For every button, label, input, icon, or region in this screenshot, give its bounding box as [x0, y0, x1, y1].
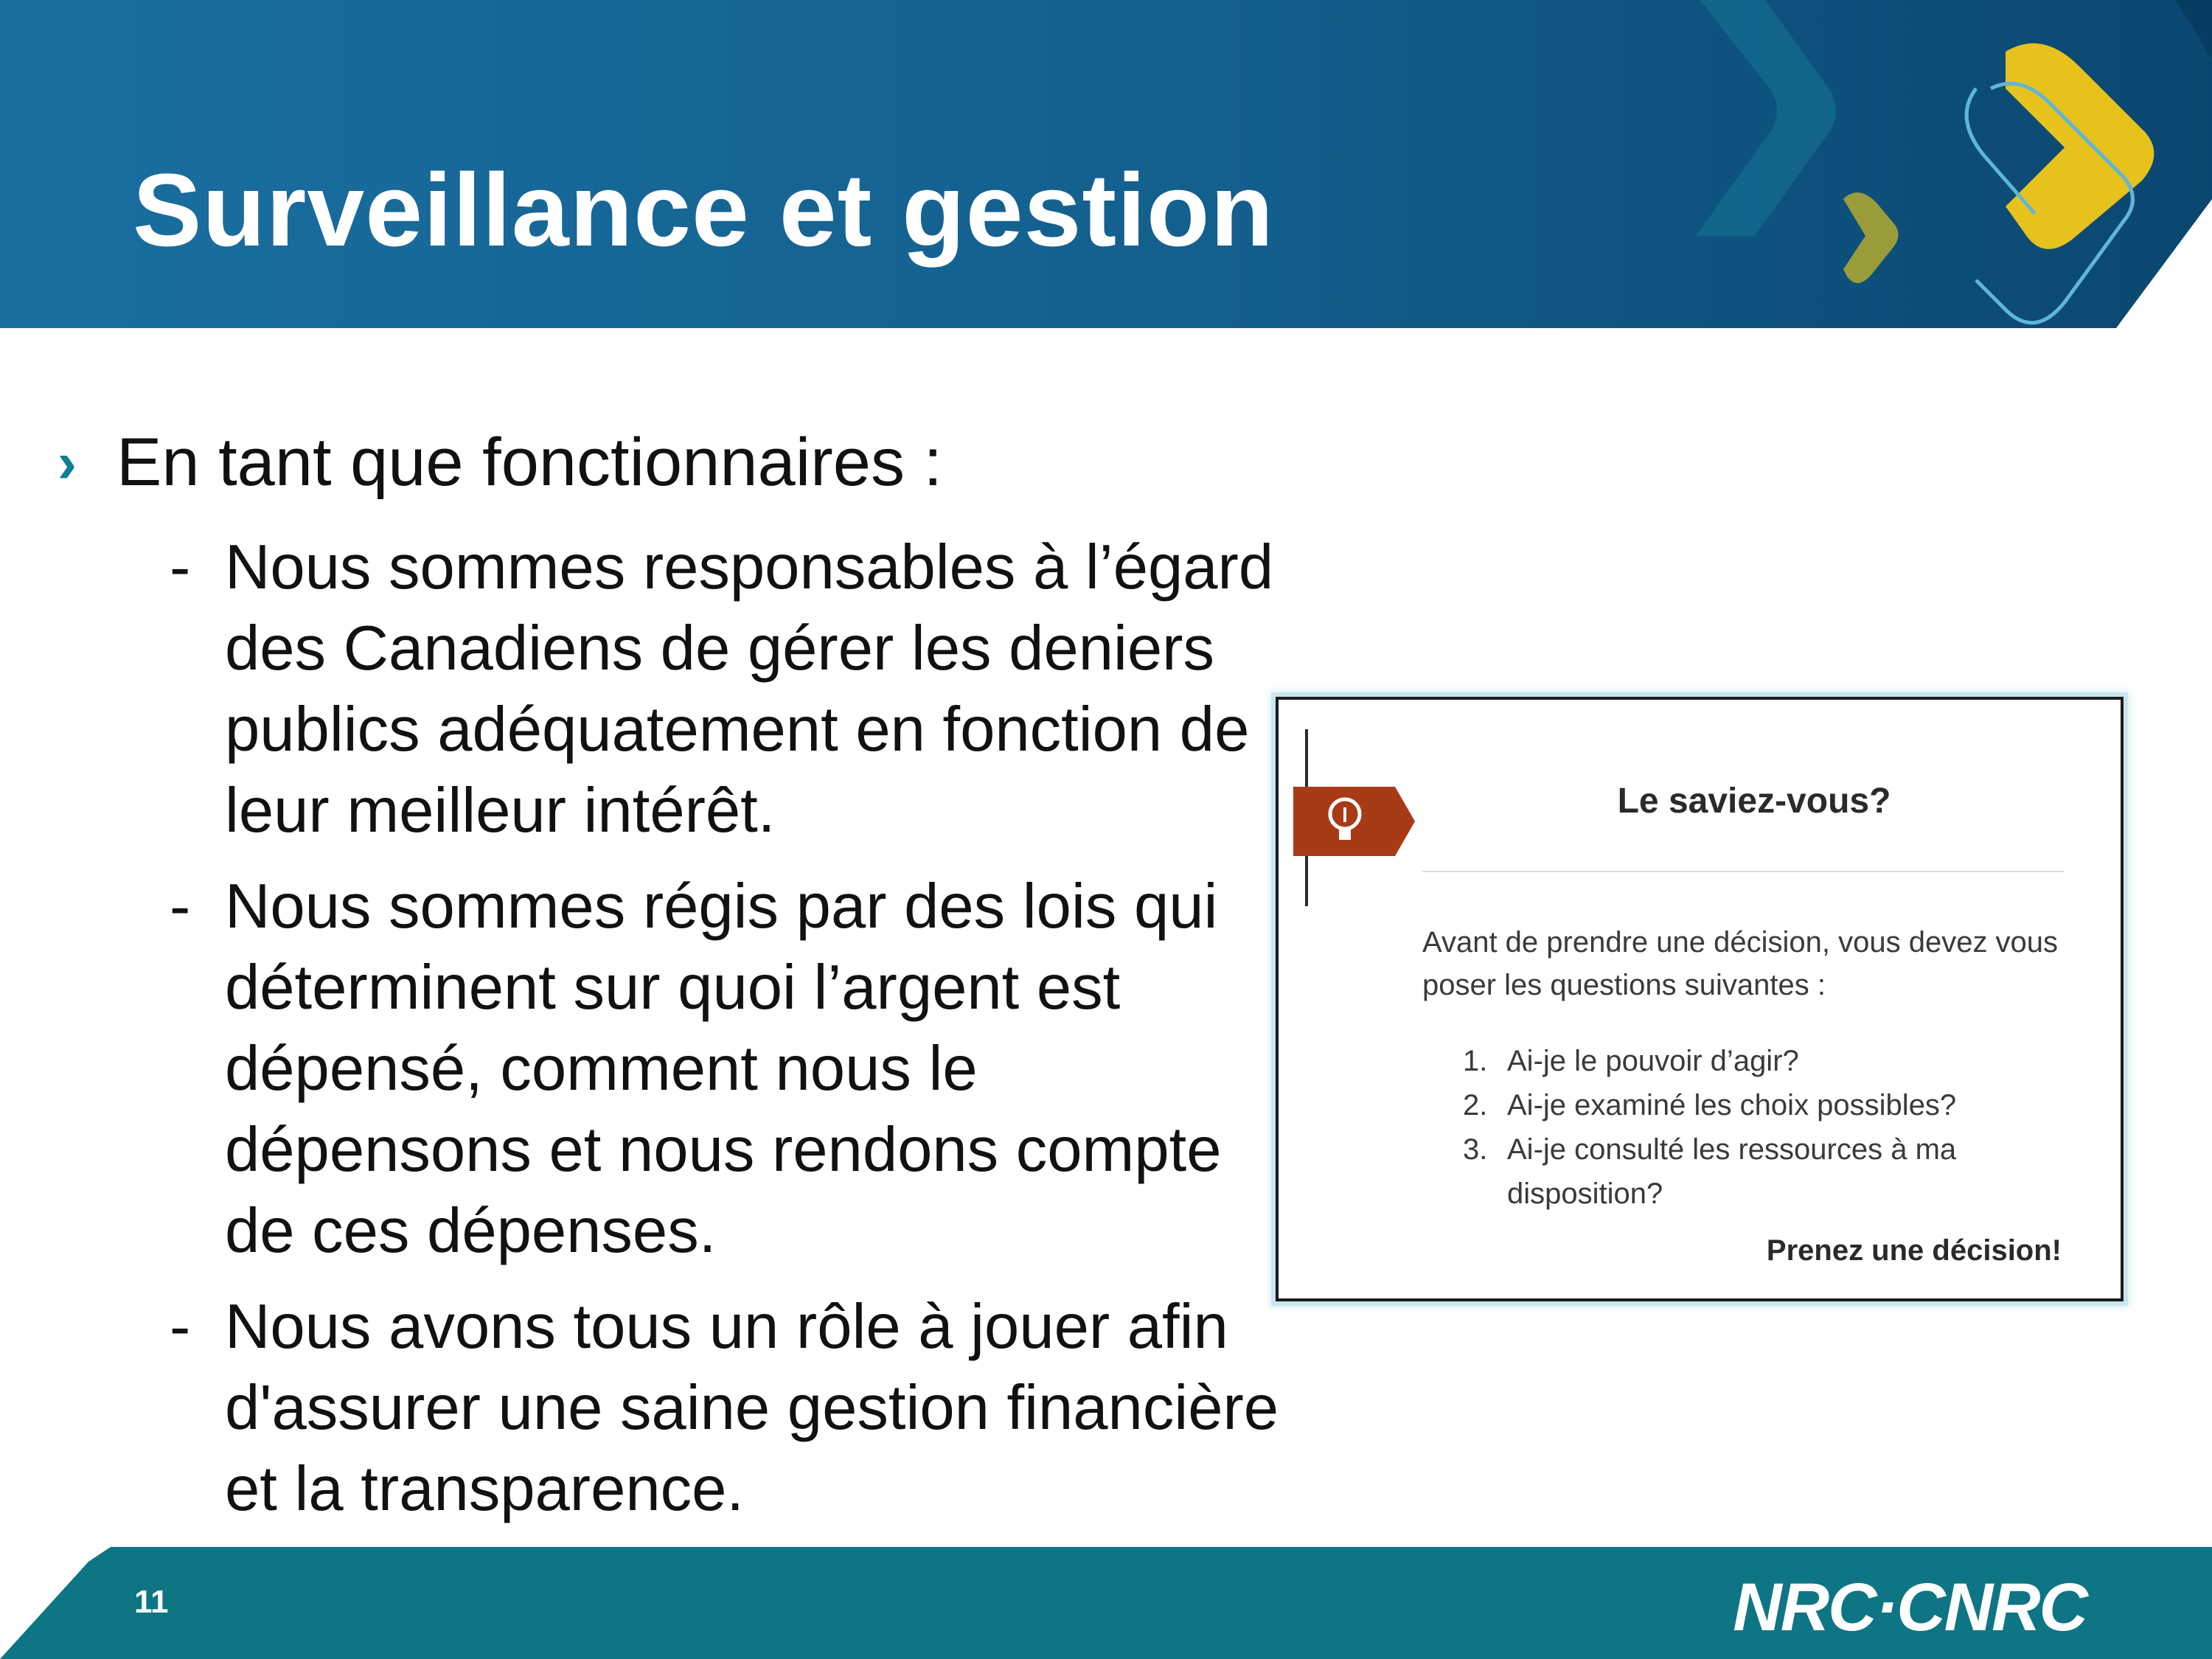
list-item: [1463, 1127, 2067, 1216]
did-you-know-box: [1276, 697, 2124, 1301]
dash-marker: -: [170, 532, 191, 602]
lightbulb-icon: [1293, 781, 1415, 862]
slide-title: Surveillance et gestion: [133, 152, 1274, 268]
list-item-text: Nous sommes régis par des lois qui déterminent sur quoi l’argent est dépensé, comment nous le dépensons et nous rendons compte de ces dépenses.: [225, 872, 1222, 1266]
sub-bullet-list: [170, 527, 1298, 1545]
list-item: [1463, 1039, 2067, 1083]
dash-marker: -: [170, 872, 191, 942]
dash-marker: -: [170, 1292, 191, 1362]
lead-text: En tant que fonctionnaires :: [116, 425, 943, 500]
slide-header: [0, 0, 2212, 328]
page-number: 11: [134, 1584, 169, 1620]
list-item: [170, 1287, 1298, 1530]
box-divider: [1422, 871, 2064, 872]
question-text: Ai-je examiné les choix possibles?: [1507, 1089, 1957, 1121]
box-call-to-action: Prenez une décision!: [1766, 1234, 2062, 1267]
list-item: [170, 527, 1298, 852]
nrc-cnrc-logo: NRC·CNRC: [1733, 1570, 2087, 1645]
question-text: Ai-je le pouvoir d’agir?: [1507, 1045, 1799, 1077]
question-list: [1463, 1039, 2067, 1216]
list-item-text: Nous sommes responsables à l’égard des Canadiens de gérer les deniers publics adéquatement en fonction de leur meilleur intérêt.: [225, 532, 1274, 846]
list-item: [1463, 1083, 2067, 1127]
slide-footer: [0, 1547, 2212, 1659]
question-number: 1.: [1463, 1045, 1488, 1077]
list-item: [170, 866, 1298, 1272]
question-text: Ai-je consulté les ressources à ma disposition?: [1507, 1133, 1957, 1210]
question-number: 3.: [1463, 1133, 1488, 1166]
question-number: 2.: [1463, 1089, 1488, 1121]
box-heading: Le saviez-vous?: [1617, 782, 1891, 821]
chevron-bullet-icon: ›: [58, 430, 77, 495]
list-item-text: Nous avons tous un rôle à jouer afin d'assurer une saine gestion financière et la transparence.: [225, 1292, 1279, 1524]
box-intro-text: Avant de prendre une décision, vous devez vous poser les questions suivantes :: [1422, 926, 2059, 1001]
